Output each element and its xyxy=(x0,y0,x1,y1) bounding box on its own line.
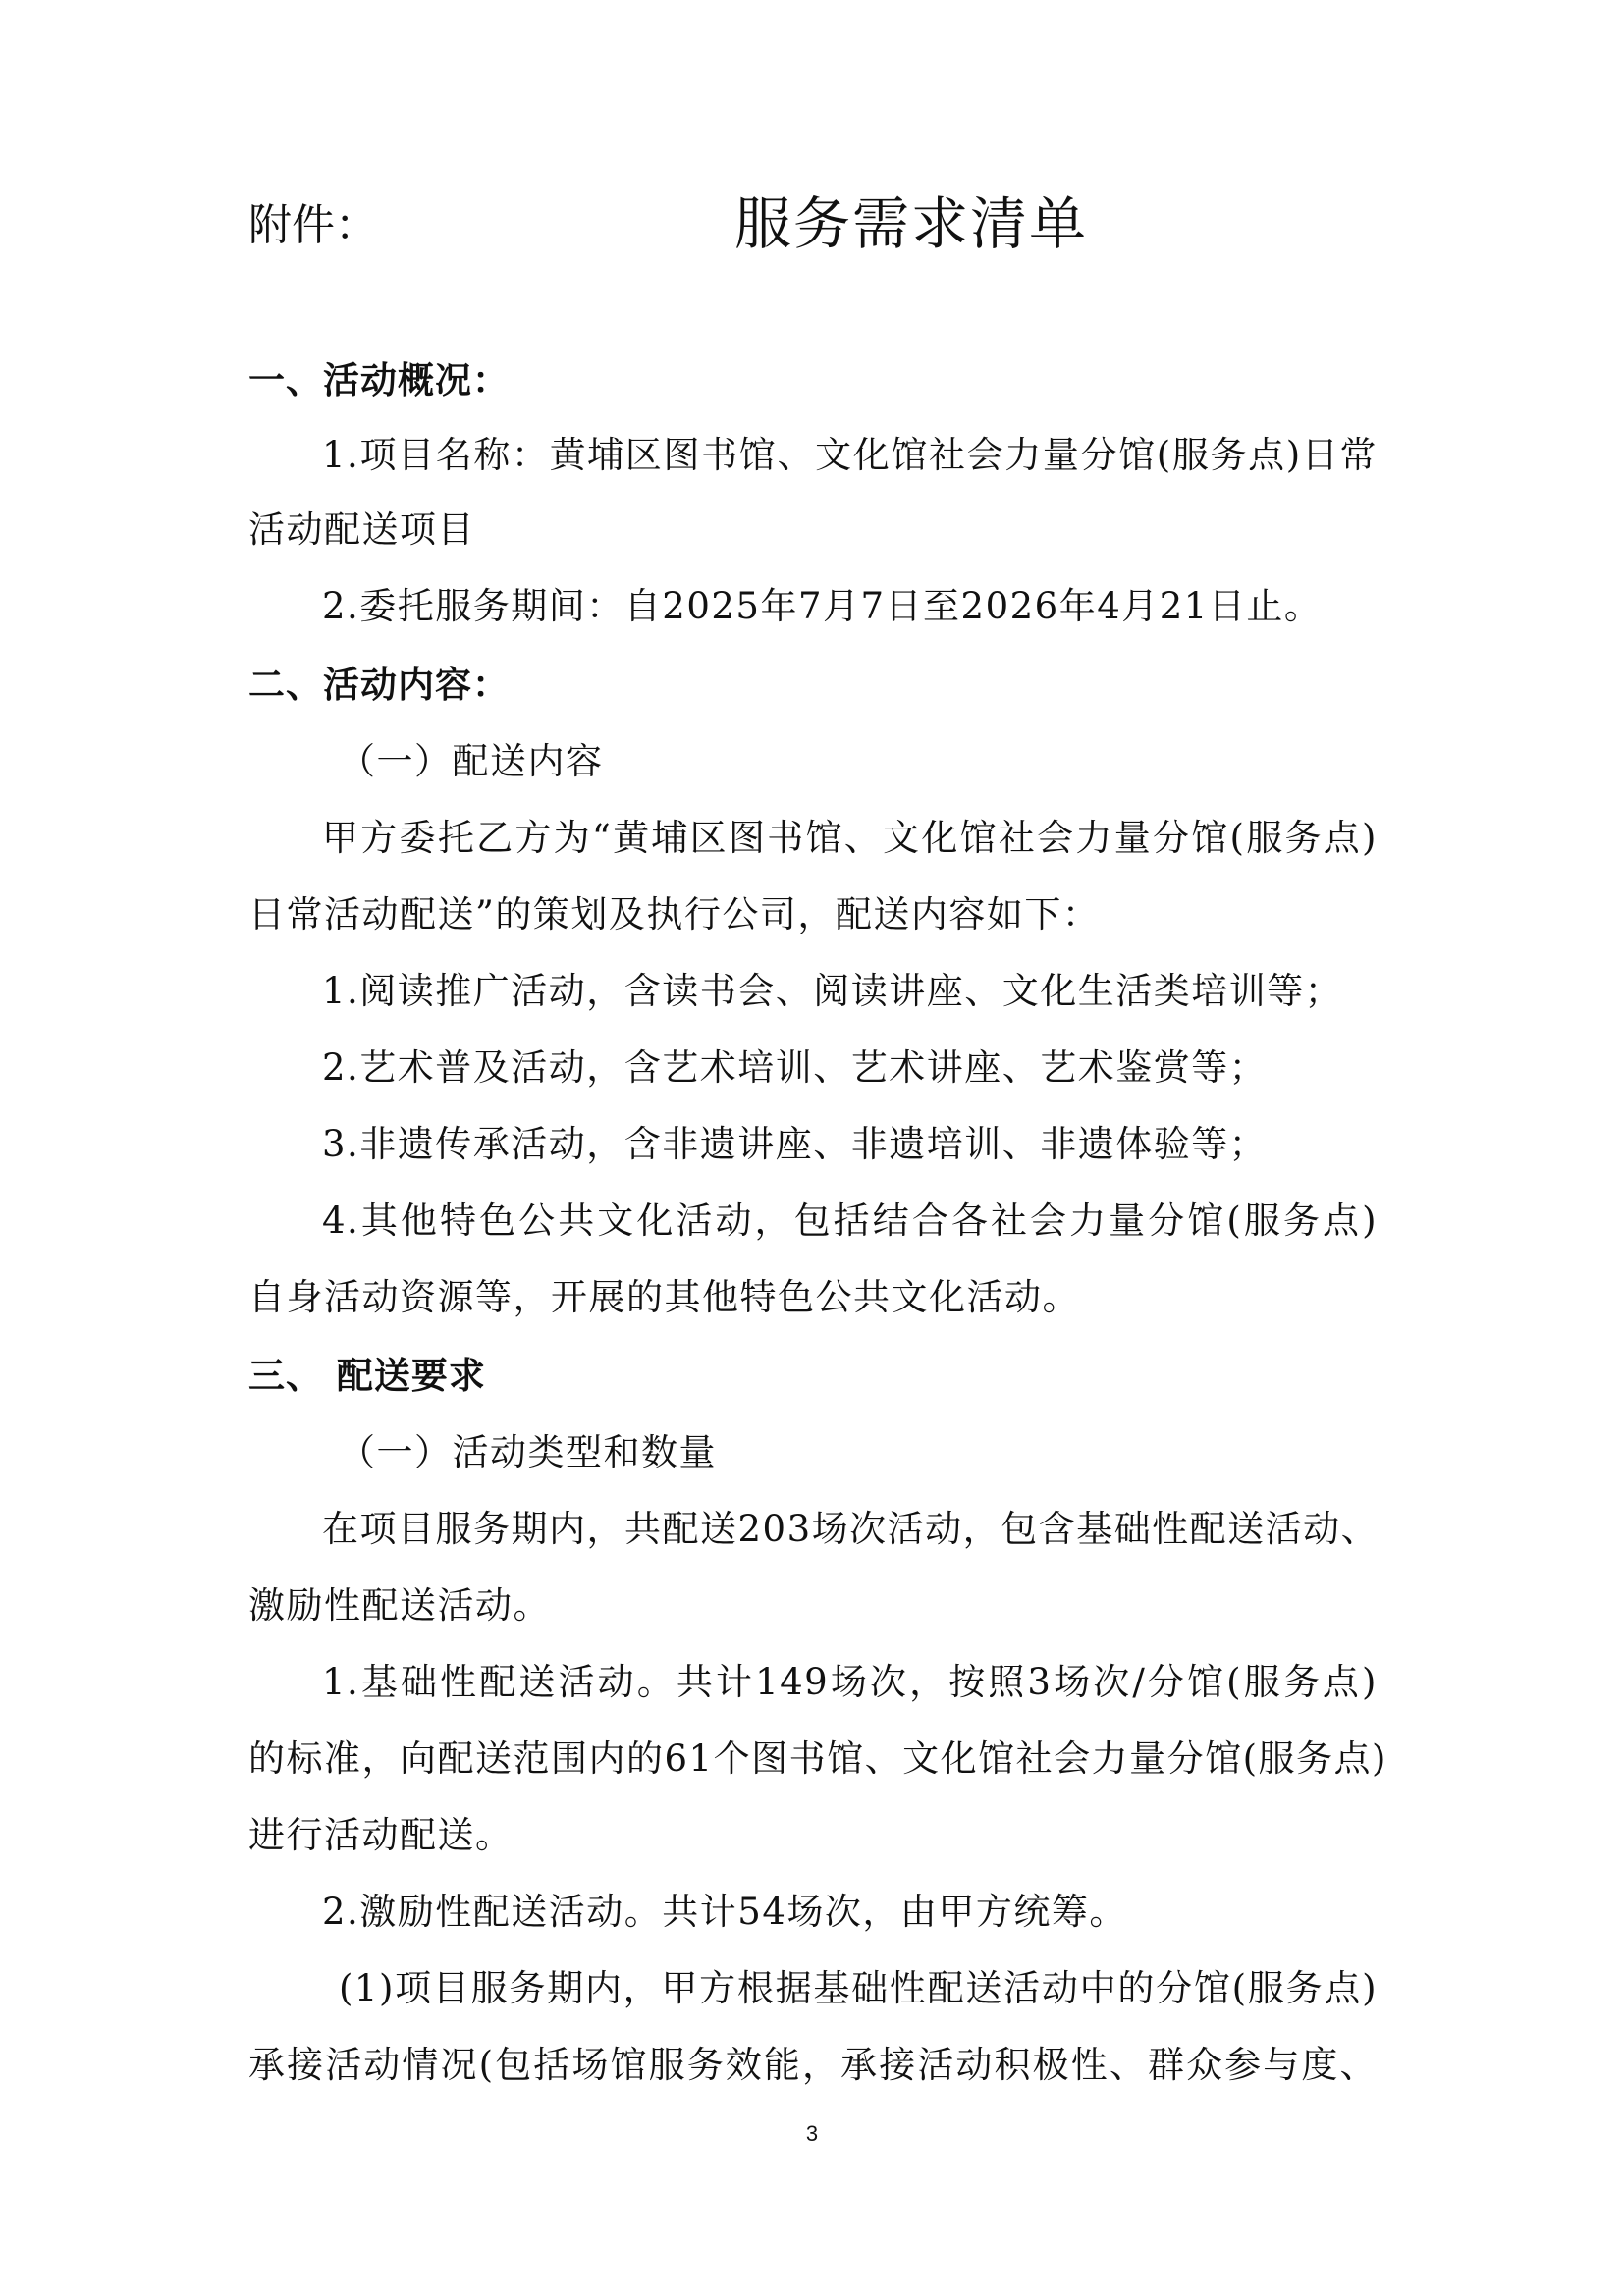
section-heading-requirements: 三、 配送要求 xyxy=(248,1355,486,1397)
paragraph-line: 承接活动情况(包括场馆服务效能，承接活动积极性、群众参与度、 xyxy=(248,2044,1378,2086)
paragraph-line: 活动配送项目 xyxy=(248,508,475,551)
list-item: 2.艺术普及活动，含艺术培训、艺术讲座、艺术鉴赏等； xyxy=(322,1046,1268,1089)
section-heading-overview: 一、活动概况： xyxy=(248,359,510,401)
paragraph-line: 1.项目名称：黄埔区图书馆、文化馆社会力量分馆(服务点)日常 xyxy=(322,434,1378,476)
paragraph-line: 在项目服务期内，共配送203场次活动，包含基础性配送活动、 xyxy=(322,1508,1380,1550)
paragraph-line: 自身活动资源等，开展的其他特色公共文化活动。 xyxy=(248,1276,1080,1318)
list-item: 1.阅读推广活动，含读书会、阅读讲座、文化生活类培训等； xyxy=(322,970,1343,1012)
list-item: 4.其他特色公共文化活动，包括结合各社会力量分馆(服务点) xyxy=(322,1200,1378,1242)
list-item: 1.基础性配送活动。共计149场次，按照3场次/分馆(服务点) xyxy=(322,1661,1378,1703)
paragraph-line: 进行活动配送。 xyxy=(248,1814,514,1856)
list-item: (1)项目服务期内，甲方根据基础性配送活动中的分馆(服务点) xyxy=(339,1967,1378,2009)
document-title: 服务需求清单 xyxy=(734,190,1089,257)
paragraph-line: 甲方委托乙方为“黄埔区图书馆、文化馆社会力量分馆(服务点) xyxy=(322,817,1378,859)
attachment-label: 附件： xyxy=(248,200,378,250)
paragraph-line: 日常活动配送”的策划及执行公司，配送内容如下： xyxy=(248,893,1101,935)
paragraph-line: 2.委托服务期间：自2025年7月7日至2026年4月21日止。 xyxy=(322,585,1323,627)
section-heading-content: 二、活动内容： xyxy=(248,664,510,706)
paragraph-line: 的标准，向配送范围内的61个图书馆、文化馆社会力量分馆(服务点) xyxy=(248,1737,1387,1780)
page-number: 3 xyxy=(805,2121,819,2146)
list-item: 3.非遗传承活动，含非遗讲座、非遗培训、非遗体验等； xyxy=(322,1123,1268,1165)
subsection-heading: （一）配送内容 xyxy=(339,740,604,782)
subsection-heading: （一）活动类型和数量 xyxy=(339,1431,717,1473)
paragraph-line: 激励性配送活动。 xyxy=(248,1584,551,1627)
list-item: 2.激励性配送活动。共计54场次，由甲方统筹。 xyxy=(322,1891,1127,1933)
